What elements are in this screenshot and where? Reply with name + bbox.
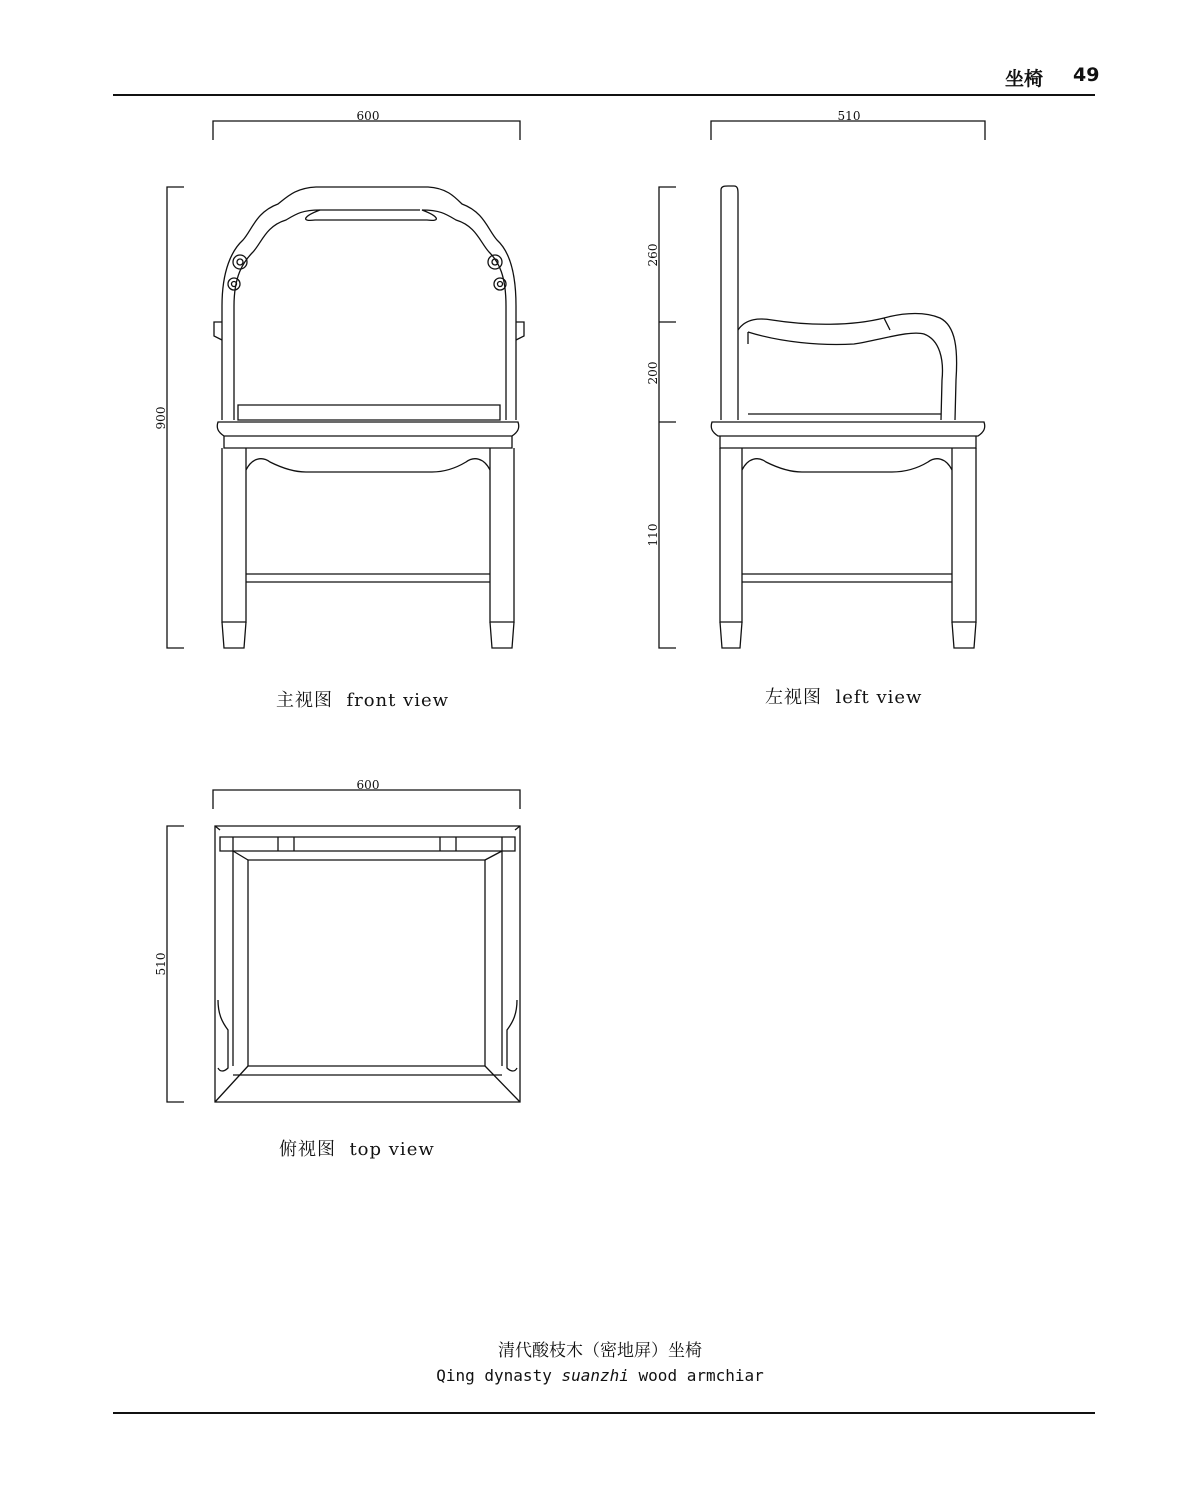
figure-title-en-suffix: wood armchiar bbox=[628, 1366, 764, 1385]
front-view-label-zh: 主视图 bbox=[276, 690, 333, 711]
top-view-drawing bbox=[167, 790, 520, 1102]
footer-rule bbox=[113, 1412, 1095, 1414]
front-view-caption bbox=[276, 686, 449, 712]
top-view-caption bbox=[279, 1135, 435, 1161]
front-view-label-en: front view bbox=[346, 690, 450, 711]
front-height-dim: 900 bbox=[154, 406, 168, 430]
figure-title-en-italic: suanzhi bbox=[561, 1366, 629, 1385]
figure-title-zh: 清代酸枝木（密地屏）坐椅 bbox=[498, 1341, 702, 1361]
top-width-dim: 600 bbox=[356, 778, 380, 792]
left-bottom-dim: 110 bbox=[646, 523, 660, 547]
page-number: 49 bbox=[1073, 64, 1100, 86]
front-width-dim: 600 bbox=[356, 109, 380, 123]
section-title: 坐椅 bbox=[1005, 68, 1044, 90]
left-top-dim: 260 bbox=[646, 243, 660, 267]
left-view-label-zh: 左视图 bbox=[765, 687, 822, 708]
top-depth-dim: 510 bbox=[154, 952, 168, 976]
top-view-label-en: top view bbox=[349, 1139, 435, 1160]
left-view-caption bbox=[765, 683, 922, 709]
left-view-label-en: left view bbox=[835, 687, 923, 708]
figure-title-en bbox=[0, 1366, 1200, 1385]
figure-title-en-prefix: Qing dynasty bbox=[436, 1366, 562, 1385]
top-view-label-zh: 俯视图 bbox=[279, 1139, 336, 1160]
left-depth-dim: 510 bbox=[837, 109, 861, 123]
left-view-drawing bbox=[659, 121, 985, 648]
left-mid-dim: 200 bbox=[646, 361, 660, 385]
front-view-drawing bbox=[167, 121, 524, 648]
